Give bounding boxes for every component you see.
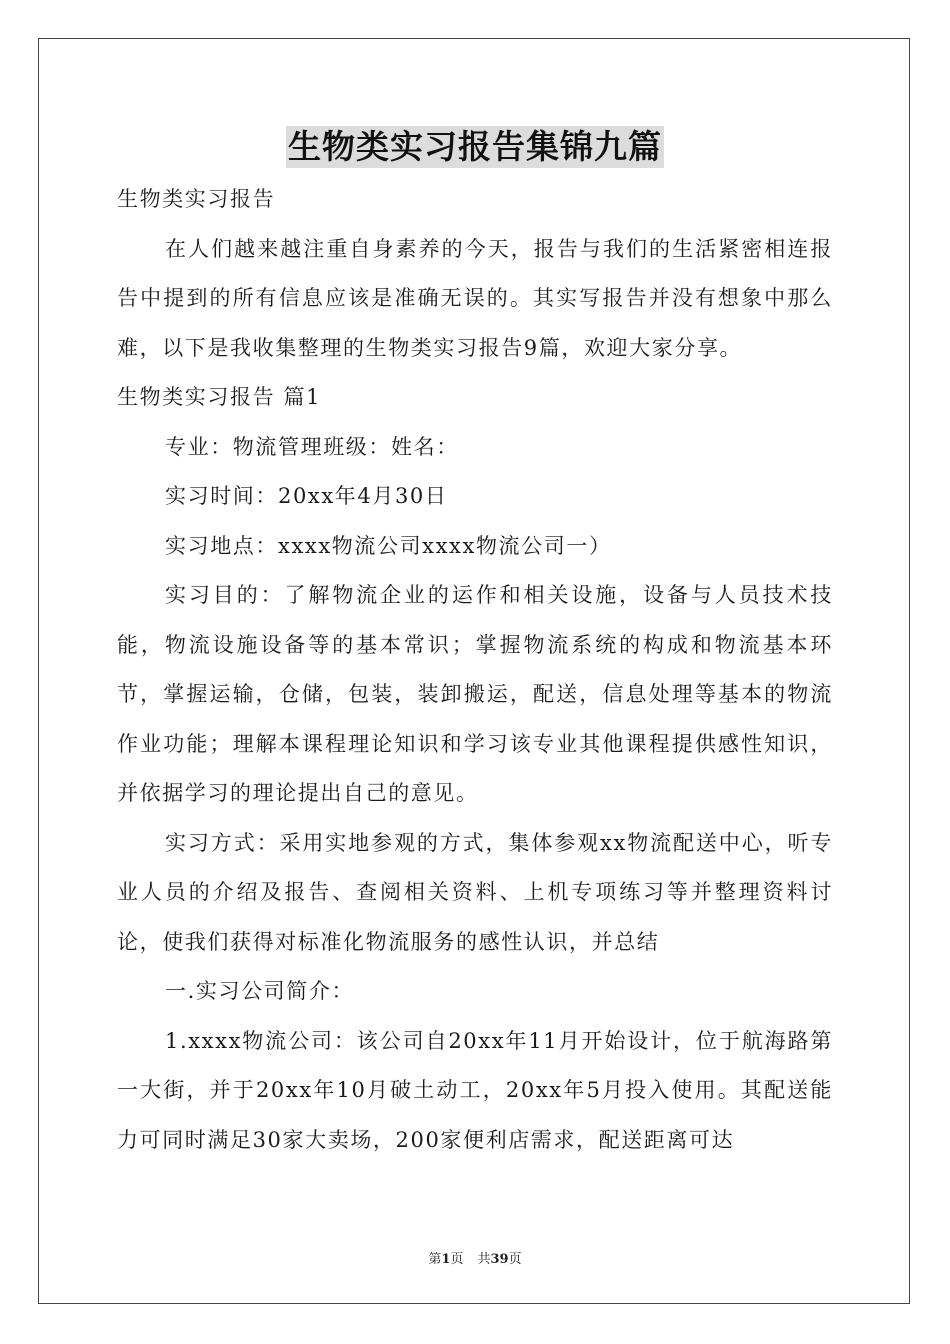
company-intro-heading: 一.实习公司简介： (165, 979, 355, 1003)
intro-paragraph: 在人们越来越注重自身素养的今天，报告与我们的生活紧密相连报告中提到的所有信息应该是准确无误的。其实写报告并没有想象中那么难，以下是我收集整理的生物类实习报告9篇，欢迎大家分享。 (117, 236, 833, 360)
page-suffix: 页 (450, 1252, 464, 1267)
title-container (0, 126, 950, 168)
page-number: 1 (441, 1252, 451, 1267)
internship-purpose: 实习目的：了解物流企业的运作和相关设施，设备与人员技术技能，物流设施设备等的基本常识；掌握物流系统的构成和物流基本环节，掌握运输，仓储，包装，装卸搬运，配送，信息处理等基本的物流作业功能；理解本课程理论知识和学习该专业其他课程提供感性知识，并依据学习的理论提出自己的意见。 (117, 583, 833, 805)
internship-time: 实习时间：20xx年4月30日 (165, 484, 448, 508)
total-pages: 39 (490, 1252, 509, 1267)
total-suffix: 页 (508, 1252, 522, 1267)
chapter-heading: 生物类实习报告 篇1 (117, 385, 322, 409)
document-body (117, 175, 833, 1165)
internship-location: 实习地点：xxxx物流公司xxxx物流公司一） (165, 533, 612, 558)
company-description: 1.xxxx物流公司：该公司自20xx年11月开始设计，位于航海路第一大街，并于20xx年10月破土动工，20xx年5月投入使用。其配送能力可同时满足30家大卖场，200家便利店需求，配送距离可达 (117, 1028, 833, 1152)
major-line: 专业：物流管理班级：姓名： (165, 434, 459, 459)
page-prefix: 第 (428, 1252, 442, 1267)
section-heading: 生物类实习报告 (117, 187, 276, 211)
total-prefix: 共 (477, 1252, 491, 1267)
document-title: 生物类实习报告集锦九篇 (288, 127, 662, 166)
page-footer (0, 1248, 950, 1267)
internship-method: 实习方式：采用实地参观的方式，集体参观xx物流配送中心，听专业人员的介绍及报告、查阅相关资料、上机专项练习等并整理资料讨论，使我们获得对标准化物流服务的感性认识，并总结 (117, 830, 833, 954)
